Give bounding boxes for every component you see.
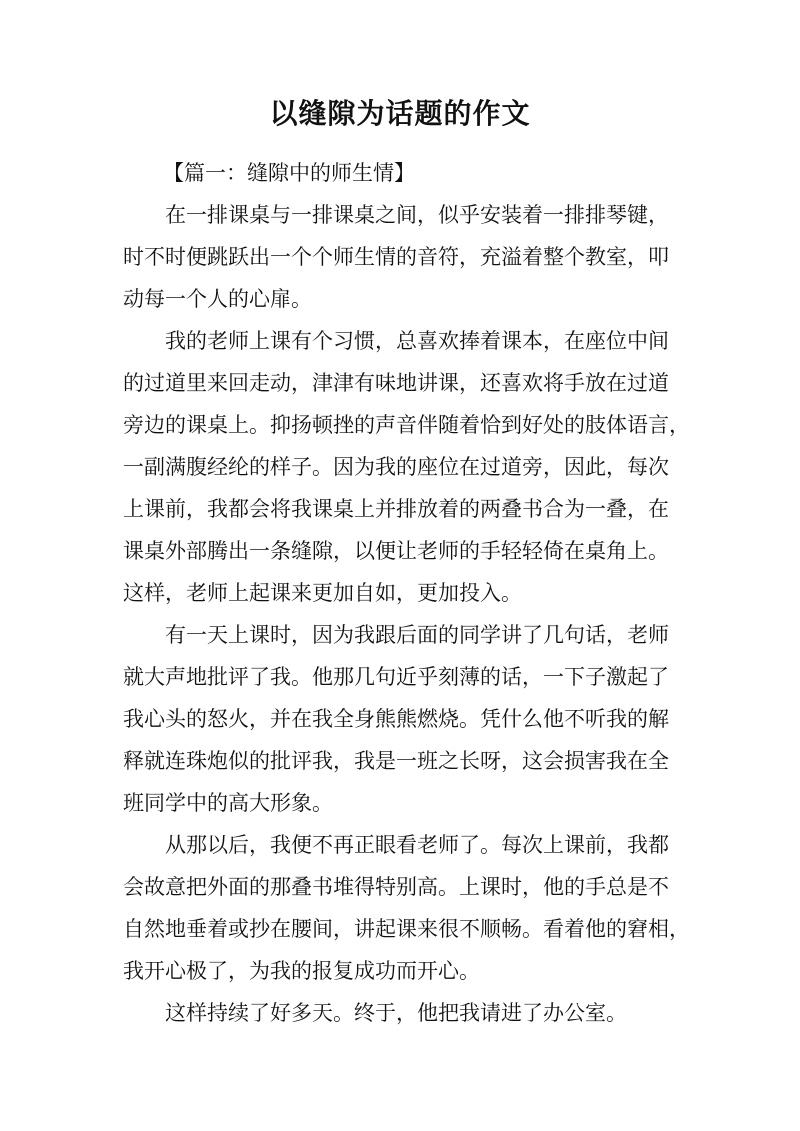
paragraph-line: 时不时便跳跃出一个个师生情的音符，充溢着整个教室，叩: [123, 245, 669, 269]
paragraph-line: 有一天上课时，因为我跟后面的同学讲了几句话，老师: [165, 623, 669, 647]
paragraph-line: 自然地垂着或抄在腰间，讲起课来很不顺畅。看着他的窘相，: [123, 917, 690, 941]
paragraph-line: 动每一个人的心扉。: [123, 287, 312, 311]
paragraph-3: [123, 614, 689, 824]
paragraph-line: 在一排课桌与一排课桌之间，似乎安装着一排排琴键，: [165, 203, 669, 227]
paragraph-line: 我心头的怒火，并在我全身熊熊燃烧。凭什么他不听我的解: [123, 707, 669, 731]
paragraph-line: 一副满腹经纶的样子。因为我的座位在过道旁，因此，每次: [123, 455, 669, 479]
paragraph-line: 我开心极了，为我的报复成功而开心。: [123, 959, 480, 983]
paragraph-line: 我的老师上课有个习惯，总喜欢捧着课本，在座位中间: [165, 329, 669, 353]
paragraph-4: [123, 824, 689, 992]
paragraph-line: 从那以后，我便不再正眼看老师了。每次上课前，我都: [165, 833, 669, 857]
paragraph-line: 课桌外部腾出一条缝隙，以便让老师的手轻轻倚在桌角上。: [123, 539, 669, 563]
paragraph-line: 的过道里来回走动，津津有味地讲课，还喜欢将手放在过道: [123, 371, 669, 395]
paragraph-line: 旁边的课桌上。抑扬顿挫的声音伴随着恰到好处的肢体语言，: [123, 413, 690, 437]
paragraph-line: 会故意把外面的那叠书堆得特别高。上课时，他的手总是不: [123, 875, 669, 899]
paragraph-1: [123, 194, 689, 320]
document-title: 以缝隙为话题的作文: [269, 97, 531, 130]
paragraph-line: 就大声地批评了我。他那几句近乎刻薄的话，一下子激起了: [123, 665, 669, 689]
paragraph-5: [123, 992, 689, 1034]
document-body: [123, 152, 689, 1034]
paragraph-line: 释就连珠炮似的批评我，我是一班之长呀，这会损害我在全: [123, 749, 669, 773]
paragraph-line: 这样，老师上起课来更加自如，更加投入。: [123, 581, 522, 605]
paragraph-2: [123, 320, 689, 614]
paragraph-line: 上课前，我都会将我课桌上并排放着的两叠书合为一叠，在: [123, 497, 669, 521]
paragraph-line: 班同学中的高大形象。: [123, 791, 333, 815]
section-title: 【篇一：缝隙中的师生情】: [163, 161, 415, 185]
paragraph-line: 这样持续了好多天。终于，他把我请进了办公室。: [165, 1001, 627, 1025]
